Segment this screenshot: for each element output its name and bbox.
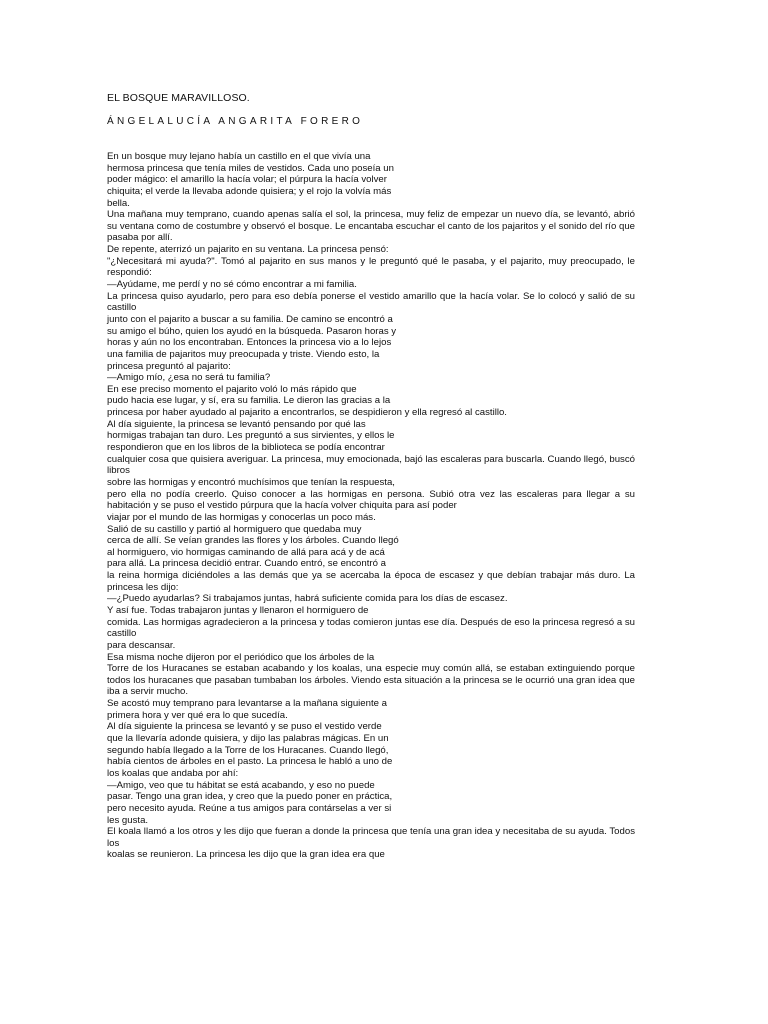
text-line: primera hora y ver qué era lo que sucedía. — [107, 709, 288, 721]
text-line: El koala llamó a los otros y les dijo que fueran a donde la princesa que tenía una gran idea y necesitaba de su ayuda. Todos — [107, 826, 635, 838]
text-line: todos los huracanes que pasaban tumbaban los árboles. Viendo esta situación a la princesa se le ocurrió una gran idea que — [107, 674, 635, 686]
text-line: Se acostó muy temprano para levantarse a la mañana siguiente a — [107, 698, 387, 710]
text-line: junto con el pajarito a buscar a su familia. De camino se encontró a — [107, 313, 393, 325]
text-line: Una mañana muy temprano, cuando apenas salía el sol, la princesa, muy feliz de empezar un nuevo día, se levantó, abrió — [107, 209, 635, 221]
text-line: comida. Las hormigas agradecieron a la princesa y todas comieron juntas ese día. Después de eso la princesa regresó a su — [107, 616, 635, 628]
text-line: para allá. La princesa decidió entrar. Cuando entró, se encontró a — [107, 558, 386, 570]
text-line: su ventana como de costumbre y observó el bosque. Le encantaba escuchar el canto de los pajaritos y el sonido del río que — [107, 220, 635, 232]
text-line: su amigo el búho, quien los ayudó en la búsqueda. Pasaron horas y — [107, 325, 397, 337]
text-line: "¿Necesitará mi ayuda?". Tomó al pajarito en sus manos y le preguntó qué le pasaba, y el pajarito, muy preocupado, le — [107, 255, 635, 267]
text-line: —Ayúdame, me perdí y no sé cómo encontrar a mi familia. — [107, 279, 357, 291]
text-line: libros — [107, 465, 130, 477]
text-line: la reina hormiga diciéndoles a las demás que ya se acercaba la época de escasez y que debían trabajar más duro. La — [107, 570, 635, 582]
text-line: les gusta. — [107, 814, 149, 826]
text-line: pero necesito ayuda. Reúne a tus amigos para contárselas a ver si — [107, 802, 392, 814]
text-line: De repente, aterrizó un pajarito en su ventana. La princesa pensó: — [107, 244, 389, 256]
text-line: viajar por el mundo de las hormigas y conocerlas un poco más. — [107, 511, 376, 523]
text-line: pasar. Tengo una gran idea, y creo que la puedo poner en práctica, — [107, 791, 393, 803]
text-line: Torre de los Huracanes se estaban acabando y los koalas, una especie muy común allá, se estaban extinguiendo porque — [107, 663, 635, 675]
text-line: princesa por haber ayudado al pajarito a encontrarlos, se despidieron y ella regresó al castillo. — [107, 407, 507, 419]
text-line: koalas se reunieron. La princesa les dijo que la gran idea era que — [107, 849, 385, 861]
story-body — [107, 151, 635, 861]
text-line: Al día siguiente la princesa se levantó y se puso el vestido verde — [107, 721, 382, 733]
text-line: cualquier cosa que quisiera averiguar. La princesa, muy emocionada, bajó las escaleras para buscarla. Cuando llegó, buscó — [107, 453, 635, 465]
text-line: poder mágico: el amarillo la hacía volar; el púrpura la hacía volver — [107, 174, 387, 186]
document-author: ÁNGELALUCÍA ANGARITA FORERO — [107, 116, 364, 127]
text-line: Y así fue. Todas trabajaron juntas y llenaron el hormiguero de — [107, 604, 369, 616]
text-line: los — [107, 837, 120, 849]
text-line: horas y aún no los encontraban. Entonces la princesa vio a lo lejos — [107, 337, 392, 349]
text-line: —Amigo, veo que tu hábitat se está acabando, y eso no puede — [107, 779, 375, 791]
text-line: —¿Puedo ayudarlas? Si trabajamos juntas, habrá suficiente comida para los días de escasez. — [107, 593, 508, 605]
text-line: Salió de su castillo y partió al hormiguero que quedaba muy — [107, 523, 362, 535]
text-line: En ese preciso momento el pajarito voló lo más rápido que — [107, 383, 357, 395]
text-line: que la llevaría adonde quisiera, y dijo las palabras mágicas. En un — [107, 733, 389, 745]
text-line: una familia de pajaritos muy preocupada y triste. Viendo esto, la — [107, 348, 380, 360]
text-line: pudo hacia ese lugar, y sí, era su familia. Le dieron las gracias a la — [107, 395, 391, 407]
text-line: La princesa quiso ayudarlo, pero para eso debía ponerse el vestido amarillo que la hacía volar. Se lo colocó y salió de su — [107, 290, 635, 302]
text-line: respondió: — [107, 267, 152, 279]
text-line: chiquita; el verde la llevaba adonde quisiera; y el rojo la volvía más — [107, 185, 392, 197]
text-line: castillo — [107, 302, 137, 314]
text-line: respondieron que en los libros de la biblioteca se podía encontrar — [107, 442, 385, 454]
text-line: iba a servir mucho. — [107, 686, 189, 698]
text-line: los koalas que andaba por ahí: — [107, 767, 239, 779]
text-line: Esa misma noche dijeron por el periódico que los árboles de la — [107, 651, 375, 663]
text-line: segundo había llegado a la Torre de los Huracanes. Cuando llegó, — [107, 744, 389, 756]
text-line: Al día siguiente, la princesa se levantó pensando por qué las — [107, 418, 366, 430]
text-line: bella. — [107, 197, 130, 209]
text-line: para descansar. — [107, 639, 176, 651]
text-line: princesa preguntó al pajarito: — [107, 360, 231, 372]
text-line: pasaba por allí. — [107, 232, 173, 244]
text-line: castillo — [107, 628, 137, 640]
text-line: pero ella no podía creerlo. Quiso conocer a las hormigas en persona. Subió otra vez las escaleras para llegar a su — [107, 488, 635, 500]
text-line: hermosa princesa que tenía miles de vestidos. Cada uno poseía un — [107, 162, 394, 174]
text-line: al hormiguero, vio hormigas caminando de allá para acá y de acá — [107, 546, 385, 558]
text-line: —Amigo mío, ¿esa no será tu familia? — [107, 372, 271, 384]
text-line: cerca de allí. Se veían grandes las flores y los árboles. Cuando llegó — [107, 535, 399, 547]
text-line: hormigas trabajan tan duro. Les preguntó a sus sirvientes, y ellos le — [107, 430, 395, 442]
text-line: había cientos de árboles en el pasto. La princesa le habló a uno de — [107, 756, 393, 768]
text-line: sobre las hormigas y encontró muchísimos que tenían la respuesta, — [107, 476, 395, 488]
document-title: EL BOSQUE MARAVILLOSO. — [107, 92, 250, 104]
text-line: princesa les dijo: — [107, 581, 179, 593]
text-line: En un bosque muy lejano había un castillo en el que vivía una — [107, 151, 371, 162]
text-line: habitación y se puso el vestido púrpura que la hacía volver chiquita para así poder — [107, 500, 457, 512]
